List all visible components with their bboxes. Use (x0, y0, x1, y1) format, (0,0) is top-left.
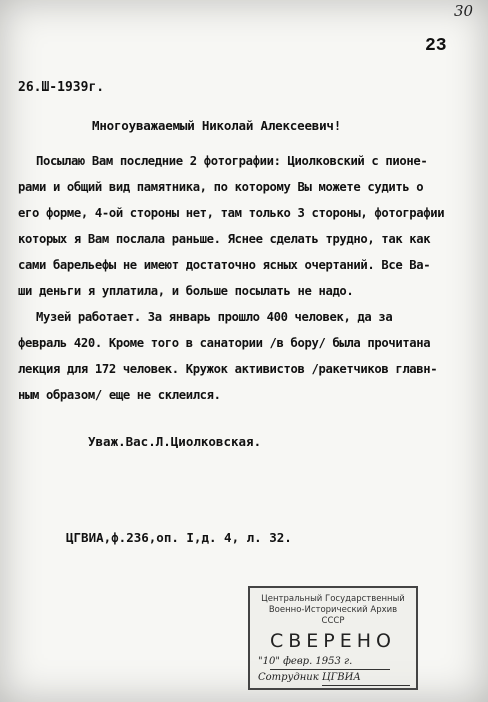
body-line: февраль 420. Кроме того в санатории /в бору/ была прочитана (18, 336, 431, 350)
stamp-verified: СВЕРЕНО (269, 630, 396, 652)
stamp-date-underline (270, 669, 390, 670)
stamp-line-2: Военно-Исторический Архив (268, 605, 398, 615)
page-number: 23 (425, 36, 447, 56)
signature: Уваж.Вас.Л.Циолковская. (88, 434, 262, 449)
stamp-date: "10" февр. 1953 г. (258, 656, 353, 667)
stamp-staff: Сотрудник ЦГВИА (258, 672, 361, 683)
handwritten-number: 30 (454, 2, 474, 20)
verification-stamp (248, 586, 418, 690)
body-line: рами и общий вид памятника, по которому Вы можете судить о (18, 180, 424, 194)
stamp-staff-underline (322, 685, 410, 686)
body-line: которых я Вам послала раньше. Яснее сделать трудно, так как (18, 232, 431, 246)
salutation: Многоуважаемый Николай Алексеевич! (92, 118, 342, 133)
body-line: Музей работает. За январь прошло 400 человек, да за (36, 310, 393, 324)
body-line: лекция для 172 человек. Кружок активистов /ракетчиков главн- (18, 362, 438, 376)
body-line: ши деньги я уплатила, и больше посылать не надо. (18, 284, 354, 298)
body-line: Посылаю Вам последние 2 фотографии: Циолковский с пионе- (36, 154, 428, 168)
letter-date: 26.Ш-1939г. (18, 80, 105, 95)
body-line: его форме, 4-ой стороны нет, там только 3 стороны, фотографии (18, 206, 445, 220)
stamp-line-1: Центральный Государственный (261, 594, 405, 604)
body-line: ным образом/ еще не склеился. (18, 388, 221, 402)
archive-reference: ЦГВИА,ф.236,оп. I,д. 4, л. 32. (66, 530, 292, 545)
stamp-line-3: СССР (321, 616, 345, 626)
body-line: сами барельефы не имеют достаточно ясных очертаний. Все Ва- (18, 258, 431, 272)
